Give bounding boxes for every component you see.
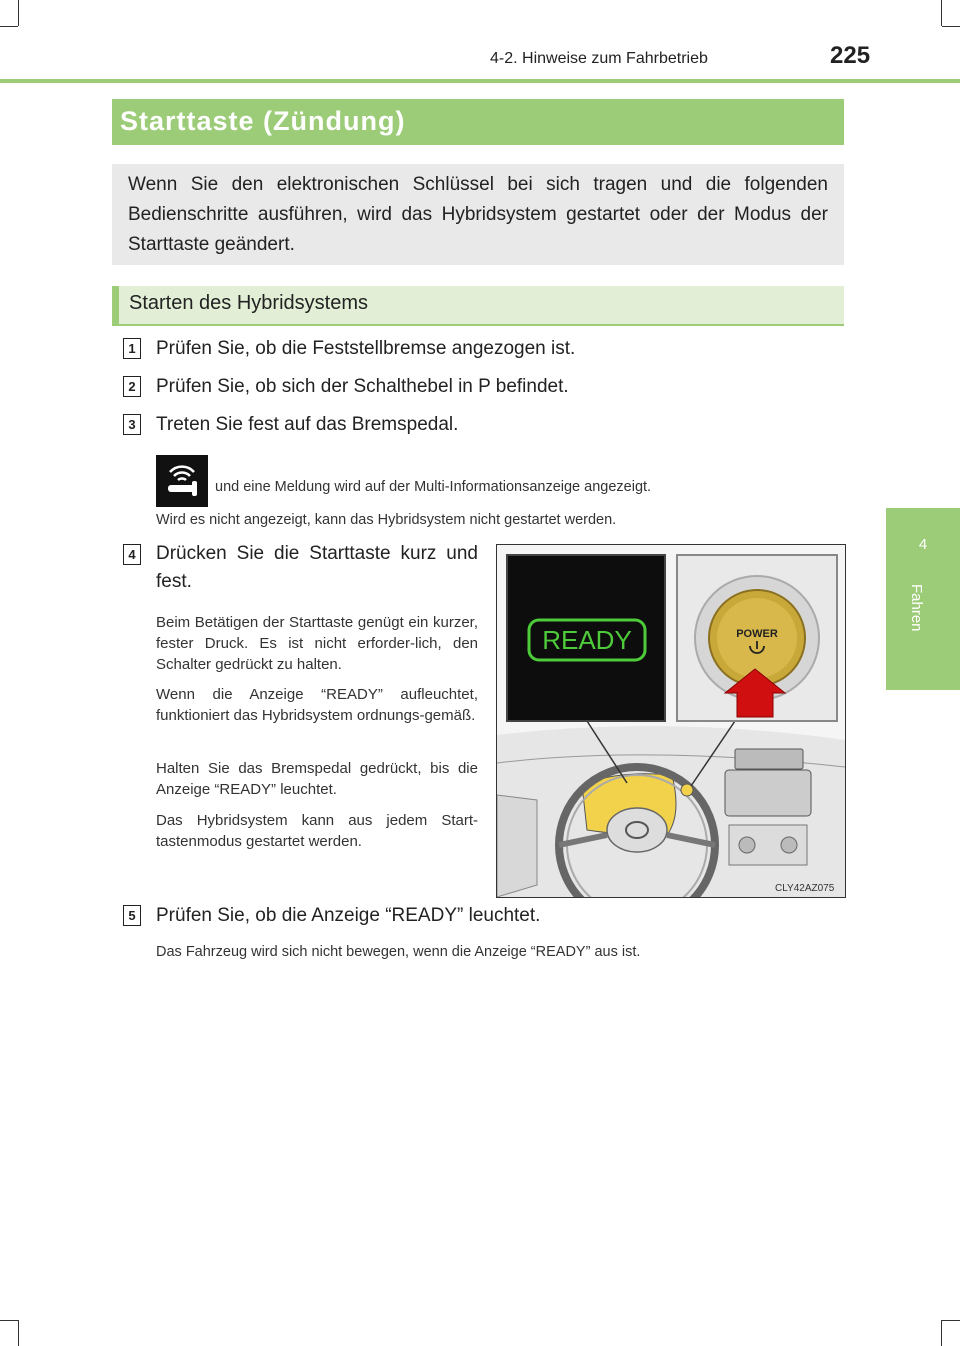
crop-mark	[0, 1320, 18, 1321]
step-text: Treten Sie fest auf das Bremspedal.	[156, 414, 459, 435]
brake-warning-icon-graphic	[156, 455, 208, 507]
brake-warning-icon	[156, 455, 208, 507]
subsection-title: Starten des Hybridsystems	[129, 292, 368, 314]
crop-mark	[942, 26, 960, 27]
step3-note-1: und eine Meldung wird auf der Multi-Informationsanzeige angezeigt.	[215, 479, 652, 495]
dashboard-illustration	[496, 544, 846, 898]
step-number: 4	[123, 544, 141, 565]
ready-indicator-label: READY	[542, 625, 632, 655]
intro-text: Wenn Sie den elektronischen Schlüssel bei sich tragen und die folgenden Bedienschritte ausführen, wird das Hybridsystem gestartet oder der Modus der Starttaste geändert.	[128, 174, 828, 255]
step-number: 5	[123, 905, 141, 926]
section-title: Starttaste (Zündung)	[120, 106, 406, 136]
step4-paragraph: Das Hybridsystem kann aus jedem Start-tastenmodus gestartet werden.	[156, 812, 478, 850]
step-text: Drücken Sie die Starttaste kurz und	[156, 543, 478, 564]
crop-mark	[942, 1320, 960, 1321]
power-button-label: POWER	[736, 628, 778, 640]
step-number: 2	[123, 376, 141, 397]
step4-paragraph: Beim Betätigen der Starttaste genügt ein kurzer, fester Druck. Es ist nicht erforder-lich, den Schalter gedrückt zu halten.	[156, 614, 478, 673]
chapter-number: 4	[918, 536, 928, 553]
subsection-accent-bar	[112, 286, 119, 326]
figure-code: CLY42AZ075	[775, 883, 835, 894]
step4-paragraph: Wenn die Anzeige “READY” aufleuchtet, funktioniert das Hybridsystem ordnungs-gemäß.	[156, 686, 478, 724]
chapter-tab[interactable]	[886, 508, 960, 690]
crop-mark	[18, 0, 19, 26]
step5-note: Das Fahrzeug wird sich nicht bewegen, wenn die Anzeige “READY” aus ist.	[156, 944, 641, 960]
subsection-heading	[112, 286, 844, 326]
step-text: Prüfen Sie, ob sich der Schalthebel in P befindet.	[156, 376, 569, 397]
crop-mark	[18, 1320, 19, 1346]
crop-mark	[941, 1320, 942, 1346]
step-text-continued: fest.	[156, 571, 192, 592]
step-number: 1	[123, 338, 141, 359]
crop-mark	[0, 26, 18, 27]
step4-paragraph: Halten Sie das Bremspedal gedrückt, bis die Anzeige “READY” leuchtet.	[156, 760, 478, 798]
chapter-label: Fahren	[908, 584, 925, 632]
step-text: Prüfen Sie, ob die Feststellbremse angezogen ist.	[156, 338, 576, 359]
section-title-bar	[112, 99, 844, 145]
crop-mark	[941, 0, 942, 26]
step-number: 3	[123, 414, 141, 435]
header-section-title: 4-2. Hinweise zum Fahrbetrieb	[490, 50, 708, 67]
header-divider	[0, 79, 960, 83]
step-text: Prüfen Sie, ob die Anzeige “READY” leuchtet.	[156, 905, 541, 926]
dashboard-illustration-svg	[497, 545, 845, 897]
intro-box	[112, 164, 844, 265]
page-number: 225	[830, 42, 871, 69]
step3-note-2: Wird es nicht angezeigt, kann das Hybridsystem nicht gestartet werden.	[156, 512, 617, 528]
